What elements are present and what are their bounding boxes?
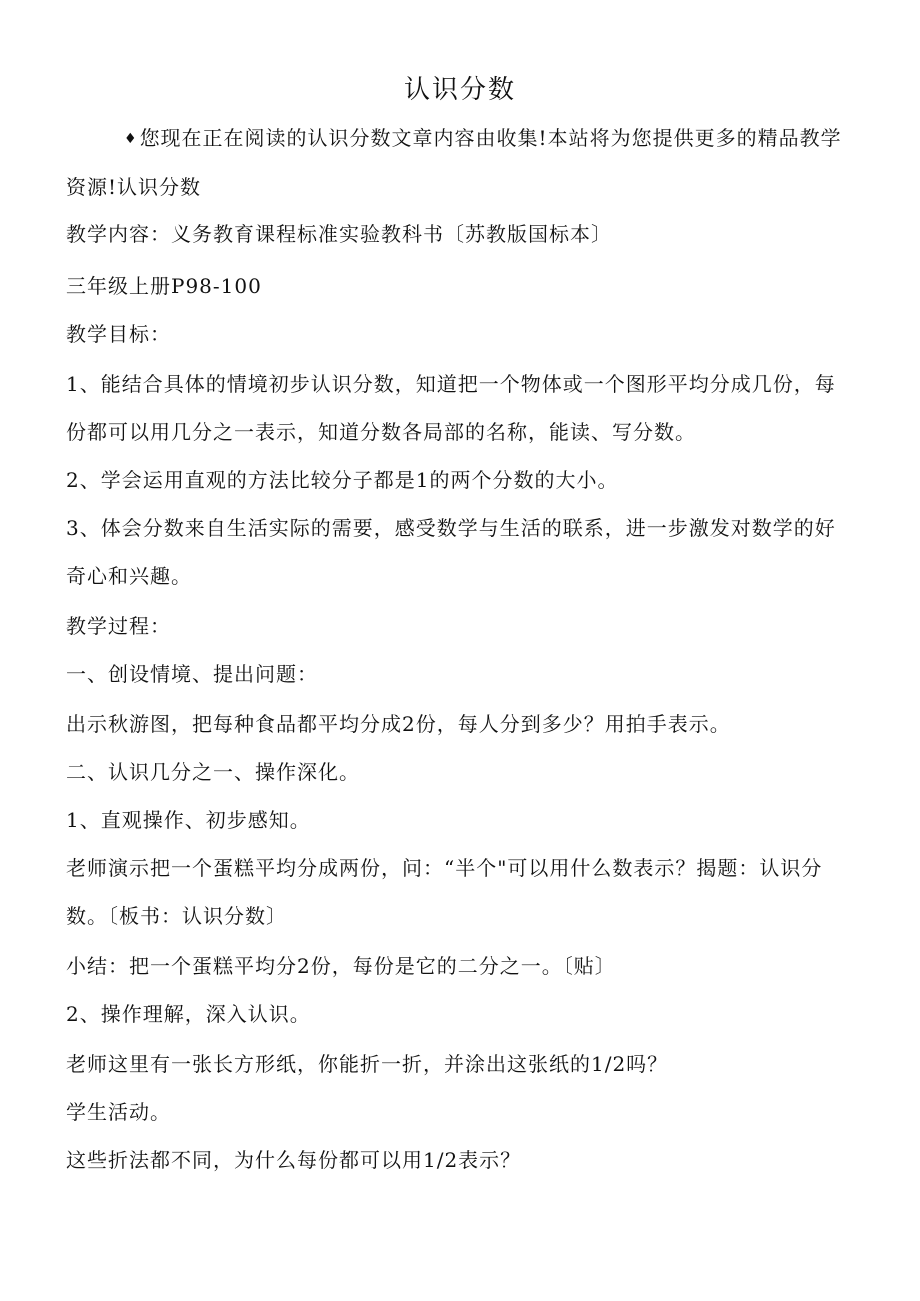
process-heading: 教学过程： xyxy=(66,614,171,638)
section-2-heading: 二、认识几分之一、操作深化。 xyxy=(66,760,360,784)
intro-text: 您现在正在阅读的认识分数文章内容由收集!本站将为您提供更多的精品教学资源!认识分数 xyxy=(66,126,842,199)
step-2-heading: 2、操作理解，深入认识。 xyxy=(66,1002,311,1026)
section-1-text: 出示秋游图，把每种食品都平均分成2份，每人分到多少？用拍手表示。 xyxy=(66,712,731,736)
question-text: 这些折法都不同，为什么每份都可以用1/2表示？ xyxy=(66,1148,522,1172)
activity-text: 学生活动。 xyxy=(66,1100,171,1124)
goal-item-3: 3、体会分数来自生活实际的需要，感受数学与生活的联系，进一步激发对数学的好奇心和兴趣。 xyxy=(66,516,836,588)
step-2-text: 老师这里有一张长方形纸，你能折一折，并涂出这张纸的1/2吗？ xyxy=(66,1052,669,1076)
step-1-text: 老师演示把一个蛋糕平均分成两份，问：“半个"可以用什么数表示？揭题：认识分数。〔板书：认识分数〕 xyxy=(66,856,823,928)
goal-item-1: 1、能结合具体的情境初步认识分数，知道把一个物体或一个图形平均分成几份，每份都可以用几分之一表示，知道分数各局部的名称，能读、写分数。 xyxy=(66,372,836,444)
section-1-heading: 一、创设情境、提出问题： xyxy=(66,662,318,686)
document-title: 认识分数 xyxy=(403,75,516,105)
diamond-bullet-icon: ♦ xyxy=(124,131,138,147)
grade-line: 三年级上册P98-100 xyxy=(66,274,262,298)
intro-paragraph xyxy=(66,114,856,211)
goals-heading: 教学目标： xyxy=(66,322,171,346)
goal-item-2: 2、学会运用直观的方法比较分子都是1的两个分数的大小。 xyxy=(66,468,619,492)
step-1-heading: 1、直观操作、初步感知。 xyxy=(66,808,311,832)
summary-text: 小结：把一个蛋糕平均分2份，每份是它的二分之一。〔贴〕 xyxy=(66,954,616,978)
content-label: 教学内容：义务教育课程标准实验教科书〔苏教版国标本〕 xyxy=(66,222,612,246)
